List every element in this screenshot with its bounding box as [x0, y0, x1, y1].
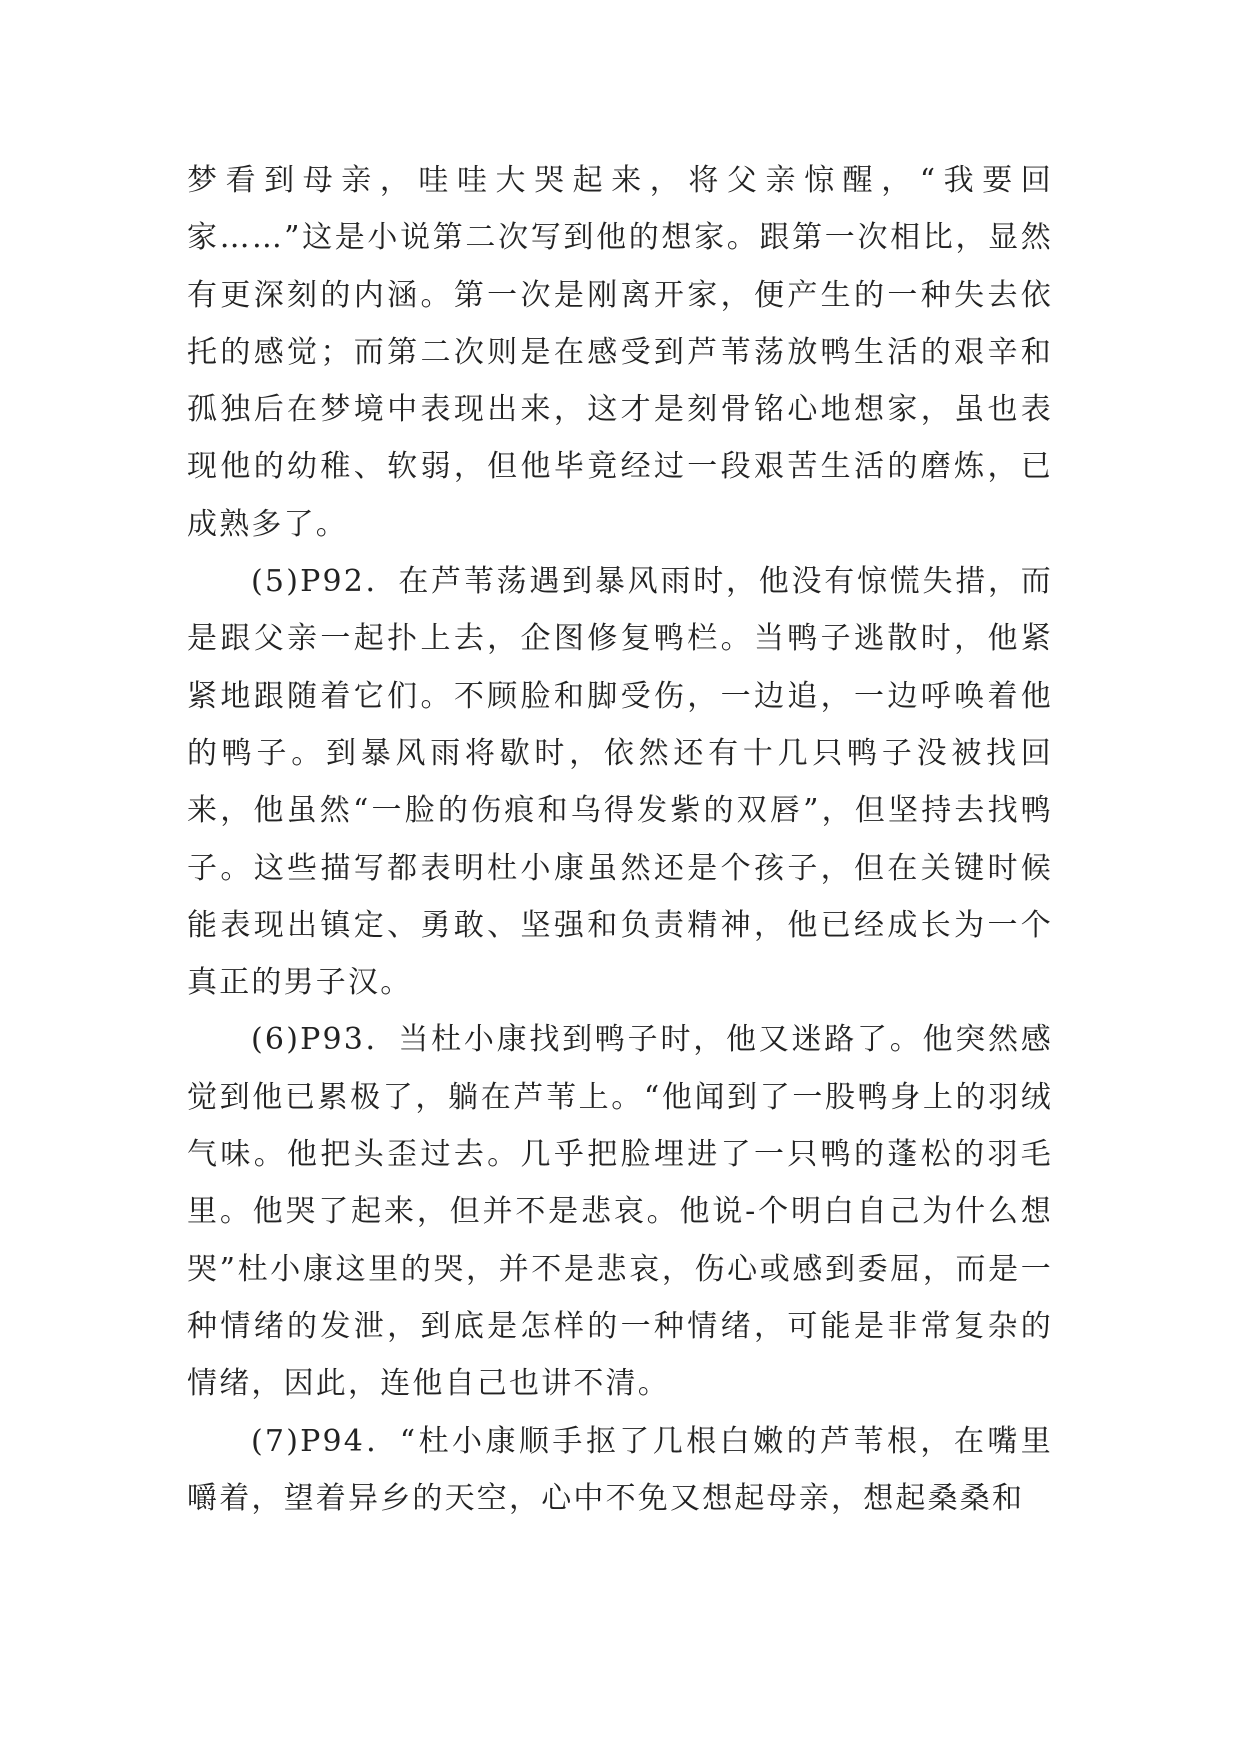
paragraph-6: (6)P93．当杜小康找到鸭子时，他又迷路了。他突然感觉到他已累极了，躺在芦苇上。“他闻到了一股鸭身上的羽绒气味。他把头歪过去。几乎把脸埋进了一只鸭的蓬松的羽毛里。他哭了起来，但并不是悲哀。他说-个明白自己为什么想哭”杜小康这里的哭，并不是悲哀，伤心或感到委屈，而是一种情绪的发泄，到底是怎样的一种情绪，可能是非常复杂的情绪，因此，连他自己也讲不清。 — [187, 1022, 1053, 1402]
paragraph-5: (5)P92．在芦苇荡遇到暴风雨时，他没有惊慌失措，而是跟父亲一起扑上去，企图修复鸭栏。当鸭子逃散时，他紧紧地跟随着它们。不顾脸和脚受伤，一边追，一边呼唤着他的鸭子。到暴风雨将歇时，依然还有十几只鸭子没被找回来，他虽然“一脸的伤痕和乌得发紫的双唇”，但坚持去找鸭子。这些描写都表明杜小康虽然还是个孩子，但在关键时候能表现出镇定、勇敢、坚强和负责精神，他已经成长为一个真正的男子汉。 — [187, 564, 1053, 1001]
document-body — [187, 152, 1053, 1527]
paragraph-7: (7)P94．“杜小康顺手抠了几根白嫩的芦苇根，在嘴里嚼着，望着异乡的天空，心中不免又想起母亲，想起桑桑和 — [187, 1423, 1053, 1516]
paragraph-continuation: 梦看到母亲，哇哇大哭起来，将父亲惊醒，“我要回家……”这是小说第二次写到他的想家。跟第一次相比，显然有更深刻的内涵。第一次是刚离开家，便产生的一种失去依托的感觉；而第二次则是在感受到芦苇荡放鸭生活的艰辛和孤独后在梦境中表现出来，这才是刻骨铭心地想家，虽也表现他的幼稚、软弱，但他毕竟经过一段艰苦生活的磨炼，已成熟多了。 — [187, 163, 1053, 542]
